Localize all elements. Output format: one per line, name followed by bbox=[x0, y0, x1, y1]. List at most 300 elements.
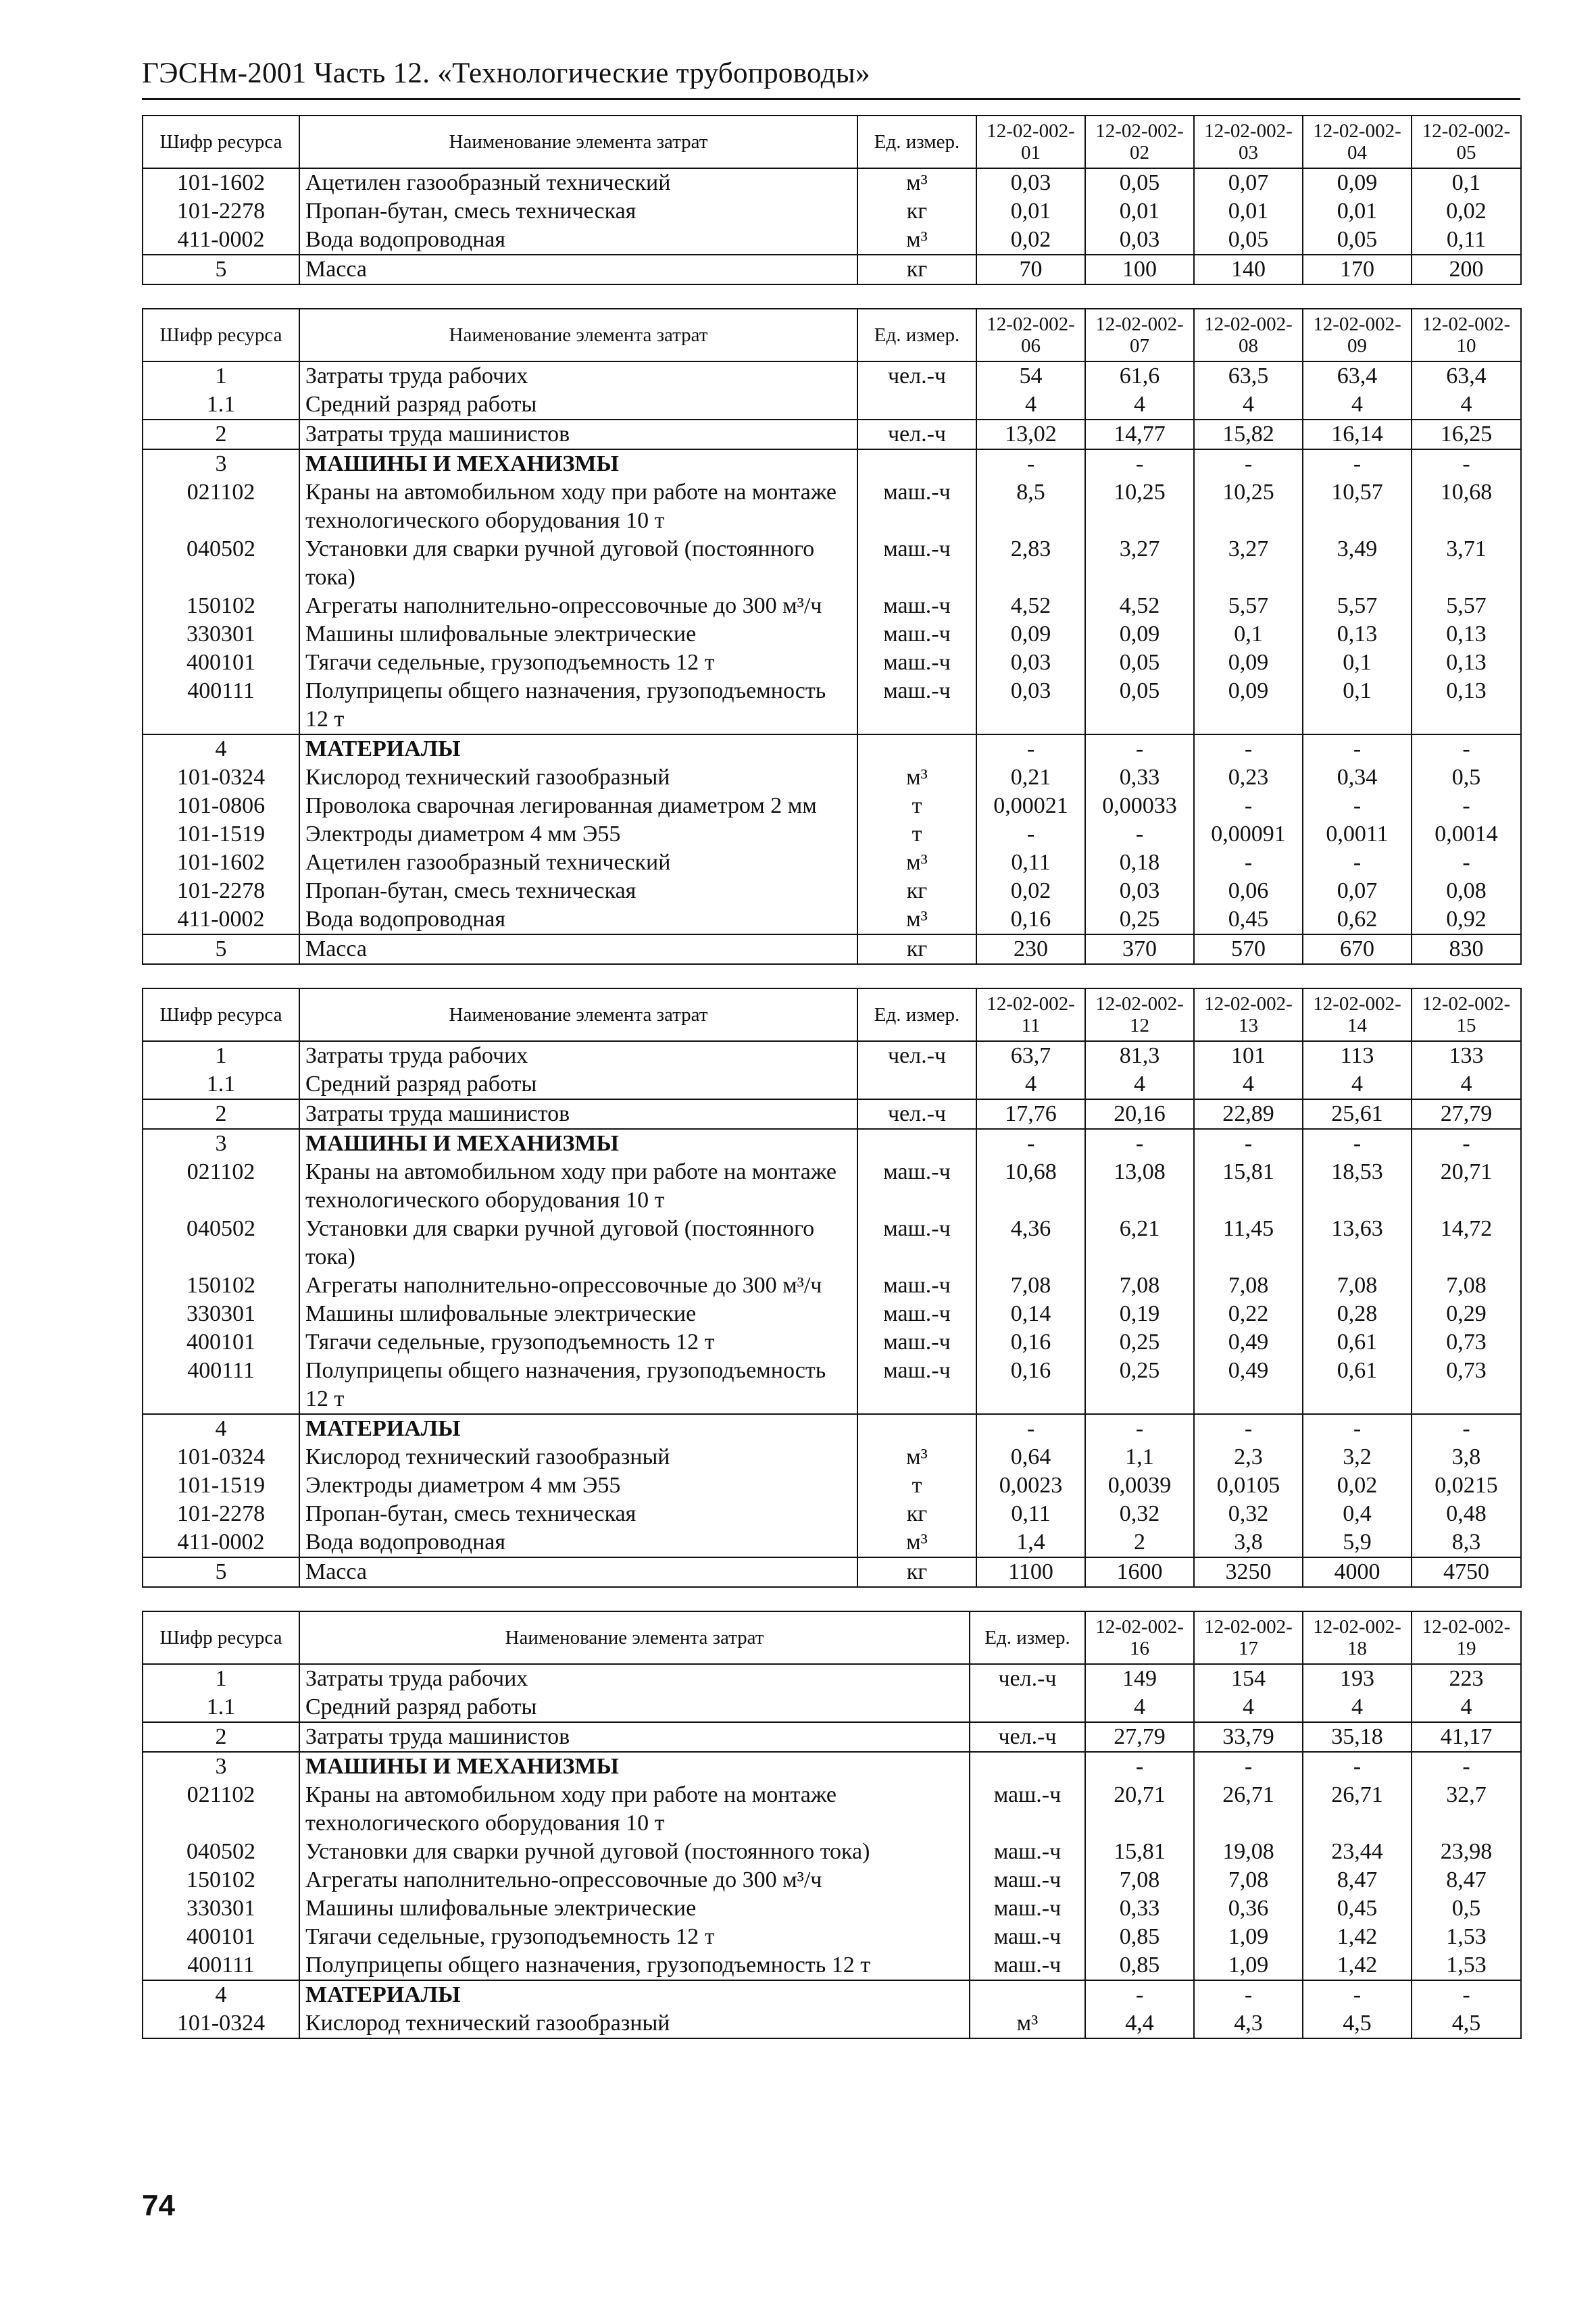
norm-value: 0,02 bbox=[1303, 1472, 1412, 1500]
norm-value: 14,77 bbox=[1085, 420, 1194, 449]
norm-value: 4 bbox=[1194, 1070, 1303, 1099]
table-row bbox=[143, 535, 1521, 592]
resource-code: 021102 bbox=[143, 478, 299, 535]
table-row bbox=[143, 361, 1521, 391]
header-norm-code: 12-02-002-10 bbox=[1412, 309, 1521, 361]
norm-value: 8,47 bbox=[1412, 1866, 1521, 1894]
header-unit: Ед. измер. bbox=[857, 116, 976, 168]
header-name: Наименование элемента затрат bbox=[299, 1611, 970, 1664]
norm-value: - bbox=[1085, 1752, 1194, 1781]
header-name: Наименование элемента затрат bbox=[299, 309, 857, 361]
norm-value: 20,71 bbox=[1412, 1158, 1521, 1215]
norm-value: 230 bbox=[976, 934, 1085, 964]
resource-unit: маш.-ч bbox=[857, 1215, 976, 1272]
norm-value: 3250 bbox=[1194, 1557, 1303, 1587]
norm-value: - bbox=[1412, 1129, 1521, 1158]
norm-value: 0,45 bbox=[1194, 905, 1303, 934]
resource-unit: маш.-ч bbox=[970, 1781, 1085, 1838]
resource-code: 1 bbox=[143, 361, 299, 391]
resource-code: 101-2278 bbox=[143, 1500, 299, 1528]
resource-code: 400101 bbox=[143, 649, 299, 677]
norm-value: 193 bbox=[1303, 1664, 1412, 1693]
resource-name: Тягачи седельные, грузоподъемность 12 т bbox=[299, 1923, 970, 1951]
norm-value: 4 bbox=[1085, 391, 1194, 420]
norm-value: 4,36 bbox=[976, 1215, 1085, 1272]
table-row bbox=[143, 877, 1521, 905]
resource-name: Агрегаты наполнительно-опрессовочные до 300 м³/ч bbox=[299, 1272, 857, 1300]
norm-value: 0,0105 bbox=[1194, 1472, 1303, 1500]
resource-name: Машины шлифовальные электрические bbox=[299, 1300, 857, 1328]
norm-value: 27,79 bbox=[1412, 1099, 1521, 1129]
norm-value: - bbox=[1194, 1414, 1303, 1443]
resource-unit: кг bbox=[857, 1500, 976, 1528]
resource-name: Агрегаты наполнительно-опрессовочные до 300 м³/ч bbox=[299, 592, 857, 620]
norm-value: - bbox=[1412, 792, 1521, 820]
norm-value: 70 bbox=[976, 255, 1085, 284]
norm-value: - bbox=[1412, 1980, 1521, 2009]
norm-value: 16,25 bbox=[1412, 420, 1521, 449]
table-row bbox=[143, 255, 1521, 284]
norm-value: 4 bbox=[1303, 1070, 1412, 1099]
resource-name: Краны на автомобильном ходу при работе на монтаже технологического оборудования 10 т bbox=[299, 1781, 970, 1838]
resource-code: 4 bbox=[143, 1980, 299, 2009]
header-unit: Ед. измер. bbox=[970, 1611, 1085, 1664]
norm-value: - bbox=[1194, 792, 1303, 820]
norm-value: 4,5 bbox=[1412, 2009, 1521, 2038]
resource-unit: маш.-ч bbox=[857, 1328, 976, 1357]
norm-value: 0,07 bbox=[1303, 877, 1412, 905]
resource-name: Установки для сварки ручной дуговой (постоянного тока) bbox=[299, 1838, 970, 1866]
header-norm-code: 12-02-002-18 bbox=[1303, 1611, 1412, 1664]
norm-value: - bbox=[976, 734, 1085, 763]
norm-value: - bbox=[1412, 1414, 1521, 1443]
resource-unit: м³ bbox=[857, 1443, 976, 1472]
norm-value: 0,22 bbox=[1194, 1300, 1303, 1328]
norm-value: 4,3 bbox=[1194, 2009, 1303, 2038]
resource-unit: кг bbox=[857, 934, 976, 964]
norm-value: 0,11 bbox=[1412, 226, 1521, 255]
resource-unit: маш.-ч bbox=[970, 1923, 1085, 1951]
norm-value: 7,08 bbox=[1194, 1272, 1303, 1300]
resource-code: 5 bbox=[143, 934, 299, 964]
table-header-row bbox=[143, 988, 1521, 1041]
header-name: Наименование элемента затрат bbox=[299, 116, 857, 168]
table-row bbox=[143, 1557, 1521, 1587]
resource-name: МАШИНЫ И МЕХАНИЗМЫ bbox=[299, 1752, 970, 1781]
norm-value: 0,32 bbox=[1194, 1500, 1303, 1528]
norm-value: 3,8 bbox=[1412, 1443, 1521, 1472]
resource-code: 2 bbox=[143, 1099, 299, 1129]
norm-value: 0,03 bbox=[1085, 226, 1194, 255]
resource-name: Средний разряд работы bbox=[299, 1070, 857, 1099]
resource-unit: м³ bbox=[857, 905, 976, 934]
norm-value: 63,4 bbox=[1412, 361, 1521, 391]
table-row bbox=[143, 1500, 1521, 1528]
header-norm-code: 12-02-002-11 bbox=[976, 988, 1085, 1041]
resource-code: 101-2278 bbox=[143, 877, 299, 905]
norm-value: 0,09 bbox=[1303, 168, 1412, 197]
norm-value: 26,71 bbox=[1194, 1781, 1303, 1838]
resource-code: 3 bbox=[143, 1752, 299, 1781]
table-row bbox=[143, 649, 1521, 677]
norm-value: 4000 bbox=[1303, 1557, 1412, 1587]
resource-unit: м³ bbox=[857, 849, 976, 877]
norm-value: 101 bbox=[1194, 1041, 1303, 1070]
norm-value: 0,73 bbox=[1412, 1328, 1521, 1357]
header-code: Шифр ресурса bbox=[143, 988, 299, 1041]
resource-name: Электроды диаметром 4 мм Э55 bbox=[299, 820, 857, 849]
resource-code: 3 bbox=[143, 449, 299, 478]
norm-value: - bbox=[1412, 1752, 1521, 1781]
table-row bbox=[143, 1894, 1521, 1923]
norm-value: 8,3 bbox=[1412, 1528, 1521, 1557]
norm-value: 0,33 bbox=[1085, 763, 1194, 792]
resource-code: 040502 bbox=[143, 1838, 299, 1866]
resource-code: 400111 bbox=[143, 677, 299, 734]
norm-value: 13,02 bbox=[976, 420, 1085, 449]
table-row bbox=[143, 1215, 1521, 1272]
resource-code: 330301 bbox=[143, 1894, 299, 1923]
header-norm-code: 12-02-002-15 bbox=[1412, 988, 1521, 1041]
norm-value: 570 bbox=[1194, 934, 1303, 964]
norm-value: 15,81 bbox=[1194, 1158, 1303, 1215]
norm-value: 41,17 bbox=[1412, 1722, 1521, 1752]
norm-value: 0,05 bbox=[1085, 649, 1194, 677]
resource-unit: т bbox=[857, 820, 976, 849]
norm-value: - bbox=[1412, 734, 1521, 763]
header-norm-code: 12-02-002-07 bbox=[1085, 309, 1194, 361]
norm-value: 2,3 bbox=[1194, 1443, 1303, 1472]
norm-value: 0,92 bbox=[1412, 905, 1521, 934]
norm-value: 10,68 bbox=[1412, 478, 1521, 535]
resource-name: Вода водопроводная bbox=[299, 1528, 857, 1557]
resource-code: 021102 bbox=[143, 1158, 299, 1215]
resource-unit: кг bbox=[857, 877, 976, 905]
resource-unit bbox=[857, 391, 976, 420]
norm-value: 0,11 bbox=[976, 1500, 1085, 1528]
resource-unit: кг bbox=[857, 1557, 976, 1587]
norm-value: 7,08 bbox=[1085, 1272, 1194, 1300]
table-row bbox=[143, 1272, 1521, 1300]
resource-name: Машины шлифовальные электрические bbox=[299, 1894, 970, 1923]
header-norm-code: 12-02-002-19 bbox=[1412, 1611, 1521, 1664]
norm-value: - bbox=[1194, 1752, 1303, 1781]
norm-value: 0,07 bbox=[1194, 168, 1303, 197]
table-row bbox=[143, 1923, 1521, 1951]
table-header-row bbox=[143, 1611, 1521, 1664]
table-row bbox=[143, 226, 1521, 255]
resource-table bbox=[142, 988, 1522, 1588]
resource-code: 411-0002 bbox=[143, 226, 299, 255]
resource-code: 101-0324 bbox=[143, 763, 299, 792]
norm-value: 0,1 bbox=[1303, 649, 1412, 677]
norm-value: 4,4 bbox=[1085, 2009, 1194, 2038]
norm-value: 6,21 bbox=[1085, 1215, 1194, 1272]
norm-value: 0,05 bbox=[1085, 677, 1194, 734]
table-row bbox=[143, 449, 1521, 478]
table-row bbox=[143, 934, 1521, 964]
norm-value: 1100 bbox=[976, 1557, 1085, 1587]
resource-name: МАШИНЫ И МЕХАНИЗМЫ bbox=[299, 1129, 857, 1158]
page-number: 74 bbox=[142, 2189, 175, 2222]
norm-value: - bbox=[1085, 1129, 1194, 1158]
norm-value: 370 bbox=[1085, 934, 1194, 964]
norm-value: 0,19 bbox=[1085, 1300, 1194, 1328]
norm-value: 20,16 bbox=[1085, 1099, 1194, 1129]
resource-name: МАТЕРИАЛЫ bbox=[299, 734, 857, 763]
resource-code: 150102 bbox=[143, 1866, 299, 1894]
norm-value: 3,71 bbox=[1412, 535, 1521, 592]
norm-value: 3,8 bbox=[1194, 1528, 1303, 1557]
table-row bbox=[143, 1300, 1521, 1328]
resource-name: Краны на автомобильном ходу при работе на монтаже технологического оборудования 10 т bbox=[299, 478, 857, 535]
resource-code: 1.1 bbox=[143, 1070, 299, 1099]
norm-value: 5,57 bbox=[1194, 592, 1303, 620]
norm-value: 20,71 bbox=[1085, 1781, 1194, 1838]
table-row bbox=[143, 1866, 1521, 1894]
resource-code: 101-1602 bbox=[143, 168, 299, 197]
header-norm-code: 12-02-002-13 bbox=[1194, 988, 1303, 1041]
resource-unit: м³ bbox=[857, 226, 976, 255]
norm-value: - bbox=[1303, 1414, 1412, 1443]
norm-value: 4,52 bbox=[1085, 592, 1194, 620]
norm-value: 35,18 bbox=[1303, 1722, 1412, 1752]
resource-code: 4 bbox=[143, 734, 299, 763]
norm-value: 0,16 bbox=[976, 1357, 1085, 1414]
resource-code: 3 bbox=[143, 1129, 299, 1158]
resource-code: 411-0002 bbox=[143, 905, 299, 934]
norm-value: - bbox=[1194, 1980, 1303, 2009]
table-row bbox=[143, 478, 1521, 535]
resource-code: 1 bbox=[143, 1041, 299, 1070]
resource-unit: чел.-ч bbox=[857, 1041, 976, 1070]
norm-value: 0,33 bbox=[1085, 1894, 1194, 1923]
norm-value: 13,08 bbox=[1085, 1158, 1194, 1215]
header-norm-code: 12-02-002-14 bbox=[1303, 988, 1412, 1041]
norm-value: - bbox=[1085, 449, 1194, 478]
norm-value: 1,42 bbox=[1303, 1951, 1412, 1980]
resource-name: Полуприцепы общего назначения, грузоподъемность 12 т bbox=[299, 677, 857, 734]
resource-code: 1 bbox=[143, 1664, 299, 1693]
norm-value: 4 bbox=[1085, 1693, 1194, 1722]
norm-value: 2 bbox=[1085, 1528, 1194, 1557]
norm-value: 3,27 bbox=[1194, 535, 1303, 592]
resource-code: 1.1 bbox=[143, 1693, 299, 1722]
norm-value: 4 bbox=[1303, 1693, 1412, 1722]
resource-code: 1.1 bbox=[143, 391, 299, 420]
norm-value: 4 bbox=[1412, 391, 1521, 420]
resource-code: 040502 bbox=[143, 1215, 299, 1272]
resource-code: 150102 bbox=[143, 1272, 299, 1300]
norm-value: 1600 bbox=[1085, 1557, 1194, 1587]
norm-value: 0,64 bbox=[976, 1443, 1085, 1472]
norm-value: 0,28 bbox=[1303, 1300, 1412, 1328]
table-row bbox=[143, 1781, 1521, 1838]
resource-unit: маш.-ч bbox=[857, 620, 976, 649]
norm-value: 7,08 bbox=[1303, 1272, 1412, 1300]
norm-value: 10,25 bbox=[1085, 478, 1194, 535]
norm-value: - bbox=[1303, 1129, 1412, 1158]
norm-value: 0,02 bbox=[976, 226, 1085, 255]
norm-value: 4 bbox=[1412, 1693, 1521, 1722]
header-unit: Ед. измер. bbox=[857, 309, 976, 361]
resource-unit bbox=[970, 1980, 1085, 2009]
norm-value: 23,44 bbox=[1303, 1838, 1412, 1866]
table-row bbox=[143, 1693, 1521, 1722]
resource-name: Электроды диаметром 4 мм Э55 bbox=[299, 1472, 857, 1500]
norm-value: 3,49 bbox=[1303, 535, 1412, 592]
header-norm-code: 12-02-002-12 bbox=[1085, 988, 1194, 1041]
resource-unit: кг bbox=[857, 255, 976, 284]
resource-name: Кислород технический газообразный bbox=[299, 1443, 857, 1472]
resource-table bbox=[142, 308, 1522, 965]
norm-value: - bbox=[1303, 449, 1412, 478]
norm-value: 7,08 bbox=[1194, 1866, 1303, 1894]
table-row bbox=[143, 1070, 1521, 1099]
resource-name: Затраты труда машинистов bbox=[299, 420, 857, 449]
norm-value: 8,47 bbox=[1303, 1866, 1412, 1894]
table-row bbox=[143, 2009, 1521, 2038]
norm-value: 0,4 bbox=[1303, 1500, 1412, 1528]
resource-name: Кислород технический газообразный bbox=[299, 2009, 970, 2038]
norm-value: - bbox=[976, 1129, 1085, 1158]
norm-value: - bbox=[976, 1414, 1085, 1443]
norm-value: - bbox=[1085, 820, 1194, 849]
norm-value: 0,03 bbox=[976, 677, 1085, 734]
resource-name: Затраты труда рабочих bbox=[299, 361, 857, 391]
norm-value: 0,5 bbox=[1412, 763, 1521, 792]
norm-value: 7,08 bbox=[1085, 1866, 1194, 1894]
header-code: Шифр ресурса bbox=[143, 309, 299, 361]
norm-value: 0,5 bbox=[1412, 1894, 1521, 1923]
norm-value: 10,25 bbox=[1194, 478, 1303, 535]
norm-value: - bbox=[1412, 849, 1521, 877]
norm-value: 0,05 bbox=[1303, 226, 1412, 255]
resource-code: 101-0806 bbox=[143, 792, 299, 820]
norm-value: 200 bbox=[1412, 255, 1521, 284]
resource-name: Краны на автомобильном ходу при работе на монтаже технологического оборудования 10 т bbox=[299, 1158, 857, 1215]
norm-value: 4,52 bbox=[976, 592, 1085, 620]
resource-unit: м³ bbox=[857, 763, 976, 792]
resource-code: 411-0002 bbox=[143, 1528, 299, 1557]
norm-value: 81,3 bbox=[1085, 1041, 1194, 1070]
norm-value: 0,73 bbox=[1412, 1357, 1521, 1414]
resource-unit bbox=[857, 1070, 976, 1099]
norm-value: 0,49 bbox=[1194, 1357, 1303, 1414]
resource-name: Средний разряд работы bbox=[299, 391, 857, 420]
resource-name: Средний разряд работы bbox=[299, 1693, 970, 1722]
norm-value: 0,48 bbox=[1412, 1500, 1521, 1528]
norm-value: 0,00091 bbox=[1194, 820, 1303, 849]
norm-value: 17,76 bbox=[976, 1099, 1085, 1129]
norm-value: 4750 bbox=[1412, 1557, 1521, 1587]
resource-name: Пропан-бутан, смесь техническая bbox=[299, 1500, 857, 1528]
resource-code: 2 bbox=[143, 420, 299, 449]
resource-code: 101-0324 bbox=[143, 1443, 299, 1472]
resource-code: 330301 bbox=[143, 620, 299, 649]
norm-value: 4 bbox=[1412, 1070, 1521, 1099]
resource-code: 400111 bbox=[143, 1357, 299, 1414]
norm-value: 25,61 bbox=[1303, 1099, 1412, 1129]
table-row bbox=[143, 1528, 1521, 1557]
norm-value: 0,45 bbox=[1303, 1894, 1412, 1923]
norm-value: - bbox=[976, 820, 1085, 849]
norm-value: - bbox=[1194, 449, 1303, 478]
resource-unit: чел.-ч bbox=[857, 361, 976, 391]
norm-value: 23,98 bbox=[1412, 1838, 1521, 1866]
norm-value: 13,63 bbox=[1303, 1215, 1412, 1272]
resource-name: Установки для сварки ручной дуговой (постоянного тока) bbox=[299, 1215, 857, 1272]
resource-name: Масса bbox=[299, 255, 857, 284]
norm-value: 154 bbox=[1194, 1664, 1303, 1693]
resource-table bbox=[142, 1611, 1522, 2039]
norm-value: 10,57 bbox=[1303, 478, 1412, 535]
norm-value: 0,1 bbox=[1303, 677, 1412, 734]
resource-name: Масса bbox=[299, 934, 857, 964]
norm-value: 0,62 bbox=[1303, 905, 1412, 934]
norm-value: 0,36 bbox=[1194, 1894, 1303, 1923]
norm-value: 0,03 bbox=[976, 649, 1085, 677]
norm-value: - bbox=[1085, 1414, 1194, 1443]
resource-name: Проволока сварочная легированная диаметром 2 мм bbox=[299, 792, 857, 820]
resource-unit: кг bbox=[857, 197, 976, 226]
norm-value: 1,1 bbox=[1085, 1443, 1194, 1472]
norm-value: 5,57 bbox=[1303, 592, 1412, 620]
norm-value: 100 bbox=[1085, 255, 1194, 284]
norm-value: 26,71 bbox=[1303, 1781, 1412, 1838]
norm-value: 1,53 bbox=[1412, 1923, 1521, 1951]
norm-value: 0,11 bbox=[976, 849, 1085, 877]
resource-unit: маш.-ч bbox=[857, 677, 976, 734]
norm-value: 670 bbox=[1303, 934, 1412, 964]
norm-value: 133 bbox=[1412, 1041, 1521, 1070]
table-row bbox=[143, 1951, 1521, 1980]
norm-value: 0,00033 bbox=[1085, 792, 1194, 820]
norm-value: 0,0215 bbox=[1412, 1472, 1521, 1500]
norm-value: 140 bbox=[1194, 255, 1303, 284]
header-norm-code: 12-02-002-01 bbox=[976, 116, 1085, 168]
norm-value: 54 bbox=[976, 361, 1085, 391]
norm-value: 15,82 bbox=[1194, 420, 1303, 449]
table-header-row bbox=[143, 116, 1521, 168]
resource-code: 5 bbox=[143, 1557, 299, 1587]
norm-value: 22,89 bbox=[1194, 1099, 1303, 1129]
table-row bbox=[143, 763, 1521, 792]
table-header-row bbox=[143, 309, 1521, 361]
resource-table bbox=[142, 115, 1522, 285]
resource-unit: маш.-ч bbox=[857, 1272, 976, 1300]
norm-value: 4 bbox=[1194, 1693, 1303, 1722]
resource-unit: м³ bbox=[970, 2009, 1085, 2038]
norm-value: 0,25 bbox=[1085, 1357, 1194, 1414]
resource-name: Затраты труда машинистов bbox=[299, 1722, 970, 1752]
resource-code: 101-1519 bbox=[143, 1472, 299, 1500]
norm-value: 0,61 bbox=[1303, 1328, 1412, 1357]
resource-name: Затраты труда рабочих bbox=[299, 1664, 970, 1693]
resource-unit bbox=[857, 1129, 976, 1158]
norm-value: 11,45 bbox=[1194, 1215, 1303, 1272]
table-row bbox=[143, 1752, 1521, 1781]
norm-value: 63,4 bbox=[1303, 361, 1412, 391]
norm-value: 33,79 bbox=[1194, 1722, 1303, 1752]
norm-value: 0,49 bbox=[1194, 1328, 1303, 1357]
resource-unit: чел.-ч bbox=[970, 1664, 1085, 1693]
norm-value: 4 bbox=[1085, 1070, 1194, 1099]
resource-name: Тягачи седельные, грузоподъемность 12 т bbox=[299, 649, 857, 677]
norm-value: 0,32 bbox=[1085, 1500, 1194, 1528]
norm-value: 0,09 bbox=[976, 620, 1085, 649]
header-norm-code: 12-02-002-08 bbox=[1194, 309, 1303, 361]
